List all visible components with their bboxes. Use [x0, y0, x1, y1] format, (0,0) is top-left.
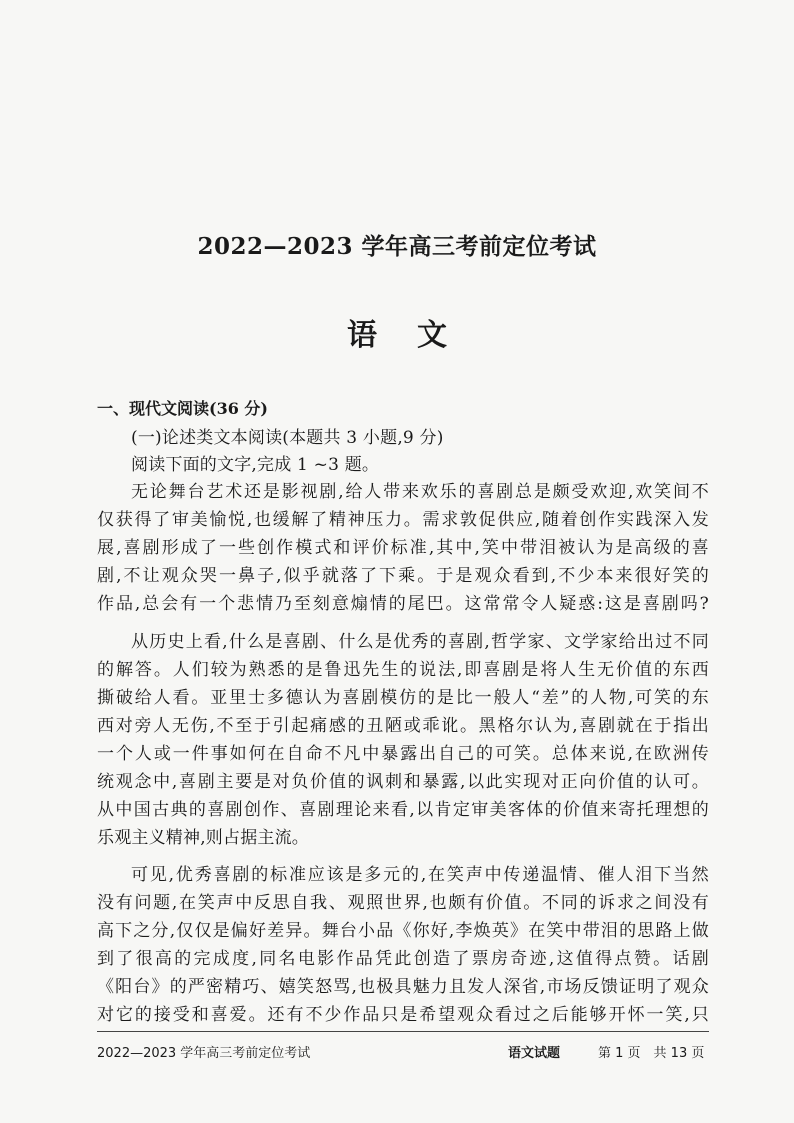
passage-line: 作品,总会有一个悲情乃至刻意煽情的尾巴。这常常令人疑惑:这是喜剧吗? — [97, 594, 709, 614]
footer-rule — [97, 1031, 709, 1032]
passage-line: 到了很高的完成度,同名电影作品凭此创造了票房奇迹,这值得点赞。话剧 — [97, 949, 709, 969]
passage-line: 没有问题,在笑声中反思自我、观照世界,也颇有价值。不同的诉求之间没有 — [97, 893, 709, 913]
footer-exam-name: 2022—2023 学年高三考前定位考试 — [97, 1046, 311, 1061]
passage-line: 的解答。人们较为熟悉的是鲁迅先生的说法,即喜剧是将人生无价值的东西 — [97, 660, 709, 680]
passage-line: 对它的接受和喜爱。还有不少作品只是希望观众看过之后能够开怀一笑,只 — [97, 1005, 709, 1025]
passage-line: 高下之分,仅仅是偏好差异。舞台小品《你好,李焕英》在笑中带泪的思路上做 — [97, 921, 709, 941]
passage-line: 西对旁人无伤,不至于引起痛感的丑陋或乖讹。黑格尔认为,喜剧就在于指出 — [97, 716, 709, 736]
passage-line: 无论舞台艺术还是影视剧,给人带来欢乐的喜剧总是颇受欢迎,欢笑间不 — [131, 482, 709, 502]
passage-line: 从历史上看,什么是喜剧、什么是优秀的喜剧,哲学家、文学家给出过不同 — [131, 632, 709, 652]
passage-line: 统观念中,喜剧主要是对负价值的讽刺和暴露,以此实现对正向价值的认可。 — [97, 772, 709, 792]
passage-line: 撕破给人看。亚里士多德认为喜剧模仿的是比一般人“差”的人物,可笑的东 — [97, 688, 709, 708]
footer-paper-name: 语文试题 — [508, 1046, 561, 1061]
passage-line: 乐观主义精神,则占据主流。 — [97, 828, 310, 848]
exam-title: 2022—2023 学年高三考前定位考试 — [197, 233, 597, 260]
passage-line: 展,喜剧形成了一些创作模式和评价标准,其中,笑中带泪被认为是高级的喜 — [97, 538, 709, 558]
footer-page-number: 第 1 页 共 13 页 — [598, 1046, 705, 1061]
passage-line: 一个人或一件事如何在自命不凡中暴露出自己的可笑。总体来说,在欧洲传 — [97, 744, 709, 764]
subject-title: 语文 — [347, 318, 487, 353]
reading-instruction: 阅读下面的文字,完成 1 ~3 题。 — [131, 455, 380, 475]
section-heading: 一、现代文阅读(36 分) — [97, 399, 268, 418]
passage-line: 可见,优秀喜剧的标准应该是多元的,在笑声中传递温情、催人泪下当然 — [131, 865, 709, 885]
passage-line: 仅获得了审美愉悦,也缓解了精神压力。需求敦促供应,随着创作实践深入发 — [97, 510, 709, 530]
passage-line: 剧,不让观众哭一鼻子,似乎就落了下乘。于是观众看到,不少本来很好笑的 — [97, 566, 709, 586]
passage-line: 《阳台》的严密精巧、嬉笑怒骂,也极具魅力且发人深省,市场反馈证明了观众 — [97, 977, 709, 997]
passage-line: 从中国古典的喜剧创作、喜剧理论来看,以肯定审美客体的价值来寄托理想的 — [97, 800, 709, 820]
part-heading: (一)论述类文本阅读(本题共 3 小题,9 分) — [131, 428, 444, 448]
